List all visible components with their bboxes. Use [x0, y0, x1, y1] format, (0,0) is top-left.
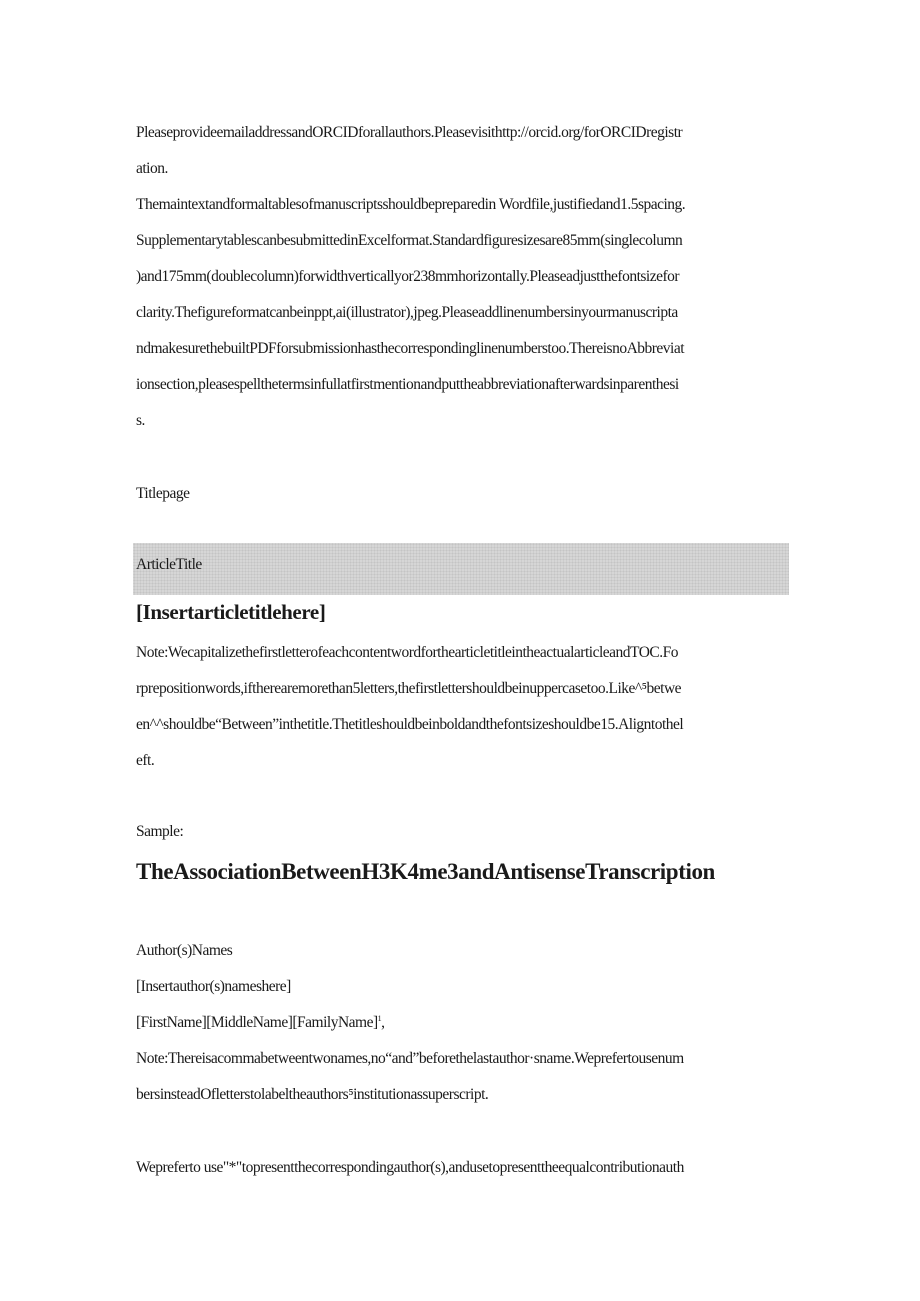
affiliation-superscript: 1 [377, 1013, 382, 1023]
intro-line: PleaseprovideemailaddressandORCIDforallauthors.Pleasevisithttp://orcid.org/forORCIDregistr [136, 124, 683, 141]
article-title-label: ArticleTitle [136, 556, 202, 573]
author-format-comma: , [381, 1014, 385, 1031]
intro-line: s. [136, 412, 145, 429]
author-note-line: Note:Thereisacommabetweentwonames,no“and”beforethelastauthor·sname.Weprefertousenum [136, 1050, 684, 1067]
title-note-line: en^^shouldbe“Between”inthetitle.Thetitleshouldbeinboldandthefontsizeshouldbe15.Aligntothel [136, 716, 684, 733]
author-format-text: [FirstName][MiddleName][FamilyName] [136, 1014, 378, 1031]
title-page-heading: Titlepage [136, 485, 190, 502]
intro-line: ation. [136, 160, 168, 177]
authors-heading: Author(s)Names [136, 942, 233, 959]
sample-label: Sample: [136, 823, 184, 840]
article-title-band [133, 543, 789, 595]
intro-line: clarity.Thefigureformatcanbeinppt,ai(illustrator),jpeg.Pleaseaddlinenumbersinyourmanuscripta [136, 304, 678, 321]
author-format-line [136, 1013, 385, 1033]
intro-line: ndmakesurethebuiltPDFforsubmissionhasthecorrespondinglinenumberstoo.ThereisnoAbbreviat [136, 340, 685, 357]
author-note-line: bersinsteadOfletterstolabeltheauthors⁵institutionassuperscript. [136, 1086, 489, 1103]
insert-title-placeholder: [Insertarticletitlehere] [136, 600, 326, 624]
title-note-line: eft. [136, 752, 155, 769]
intro-line: ionsection,pleasespellthetermsinfullatfirstmentionandputtheabbreviationafterwardsinparenthesi [136, 376, 679, 393]
insert-authors-placeholder: [Insertauthor(s)nameshere] [136, 978, 291, 995]
intro-line: )and175mm(doublecolumn)forwidthverticallyor238mmhorizontally.Pleaseadjustthefontsizefor [136, 268, 680, 285]
intro-line: Themaintextandformaltablesofmanuscriptsshouldbepreparedin Wordfile,justifiedand1.5spacing. [136, 196, 686, 213]
title-note-line: Note:WecapitalizethefirstletterofeachcontentwordforthearticletitleintheactualarticleandTOC.Fo [136, 644, 678, 661]
title-note-line: rprepositionwords,iftherearemorethan5letters,thefirstlettershouldbeinuppercasetoo.Like^⁵betwe [136, 680, 682, 697]
sample-title: TheAssociationBetweenH3K4me3andAntisenseTranscription [136, 859, 715, 884]
intro-line: SupplementarytablescanbesubmittedinExcelformat.Standardfiguresizesare85mm(singlecolumn [136, 232, 683, 249]
corresponding-author-line: Wepreferto use"*"topresentthecorrespondingauthor(s),andusetopresenttheequalcontributionauth [136, 1159, 684, 1176]
